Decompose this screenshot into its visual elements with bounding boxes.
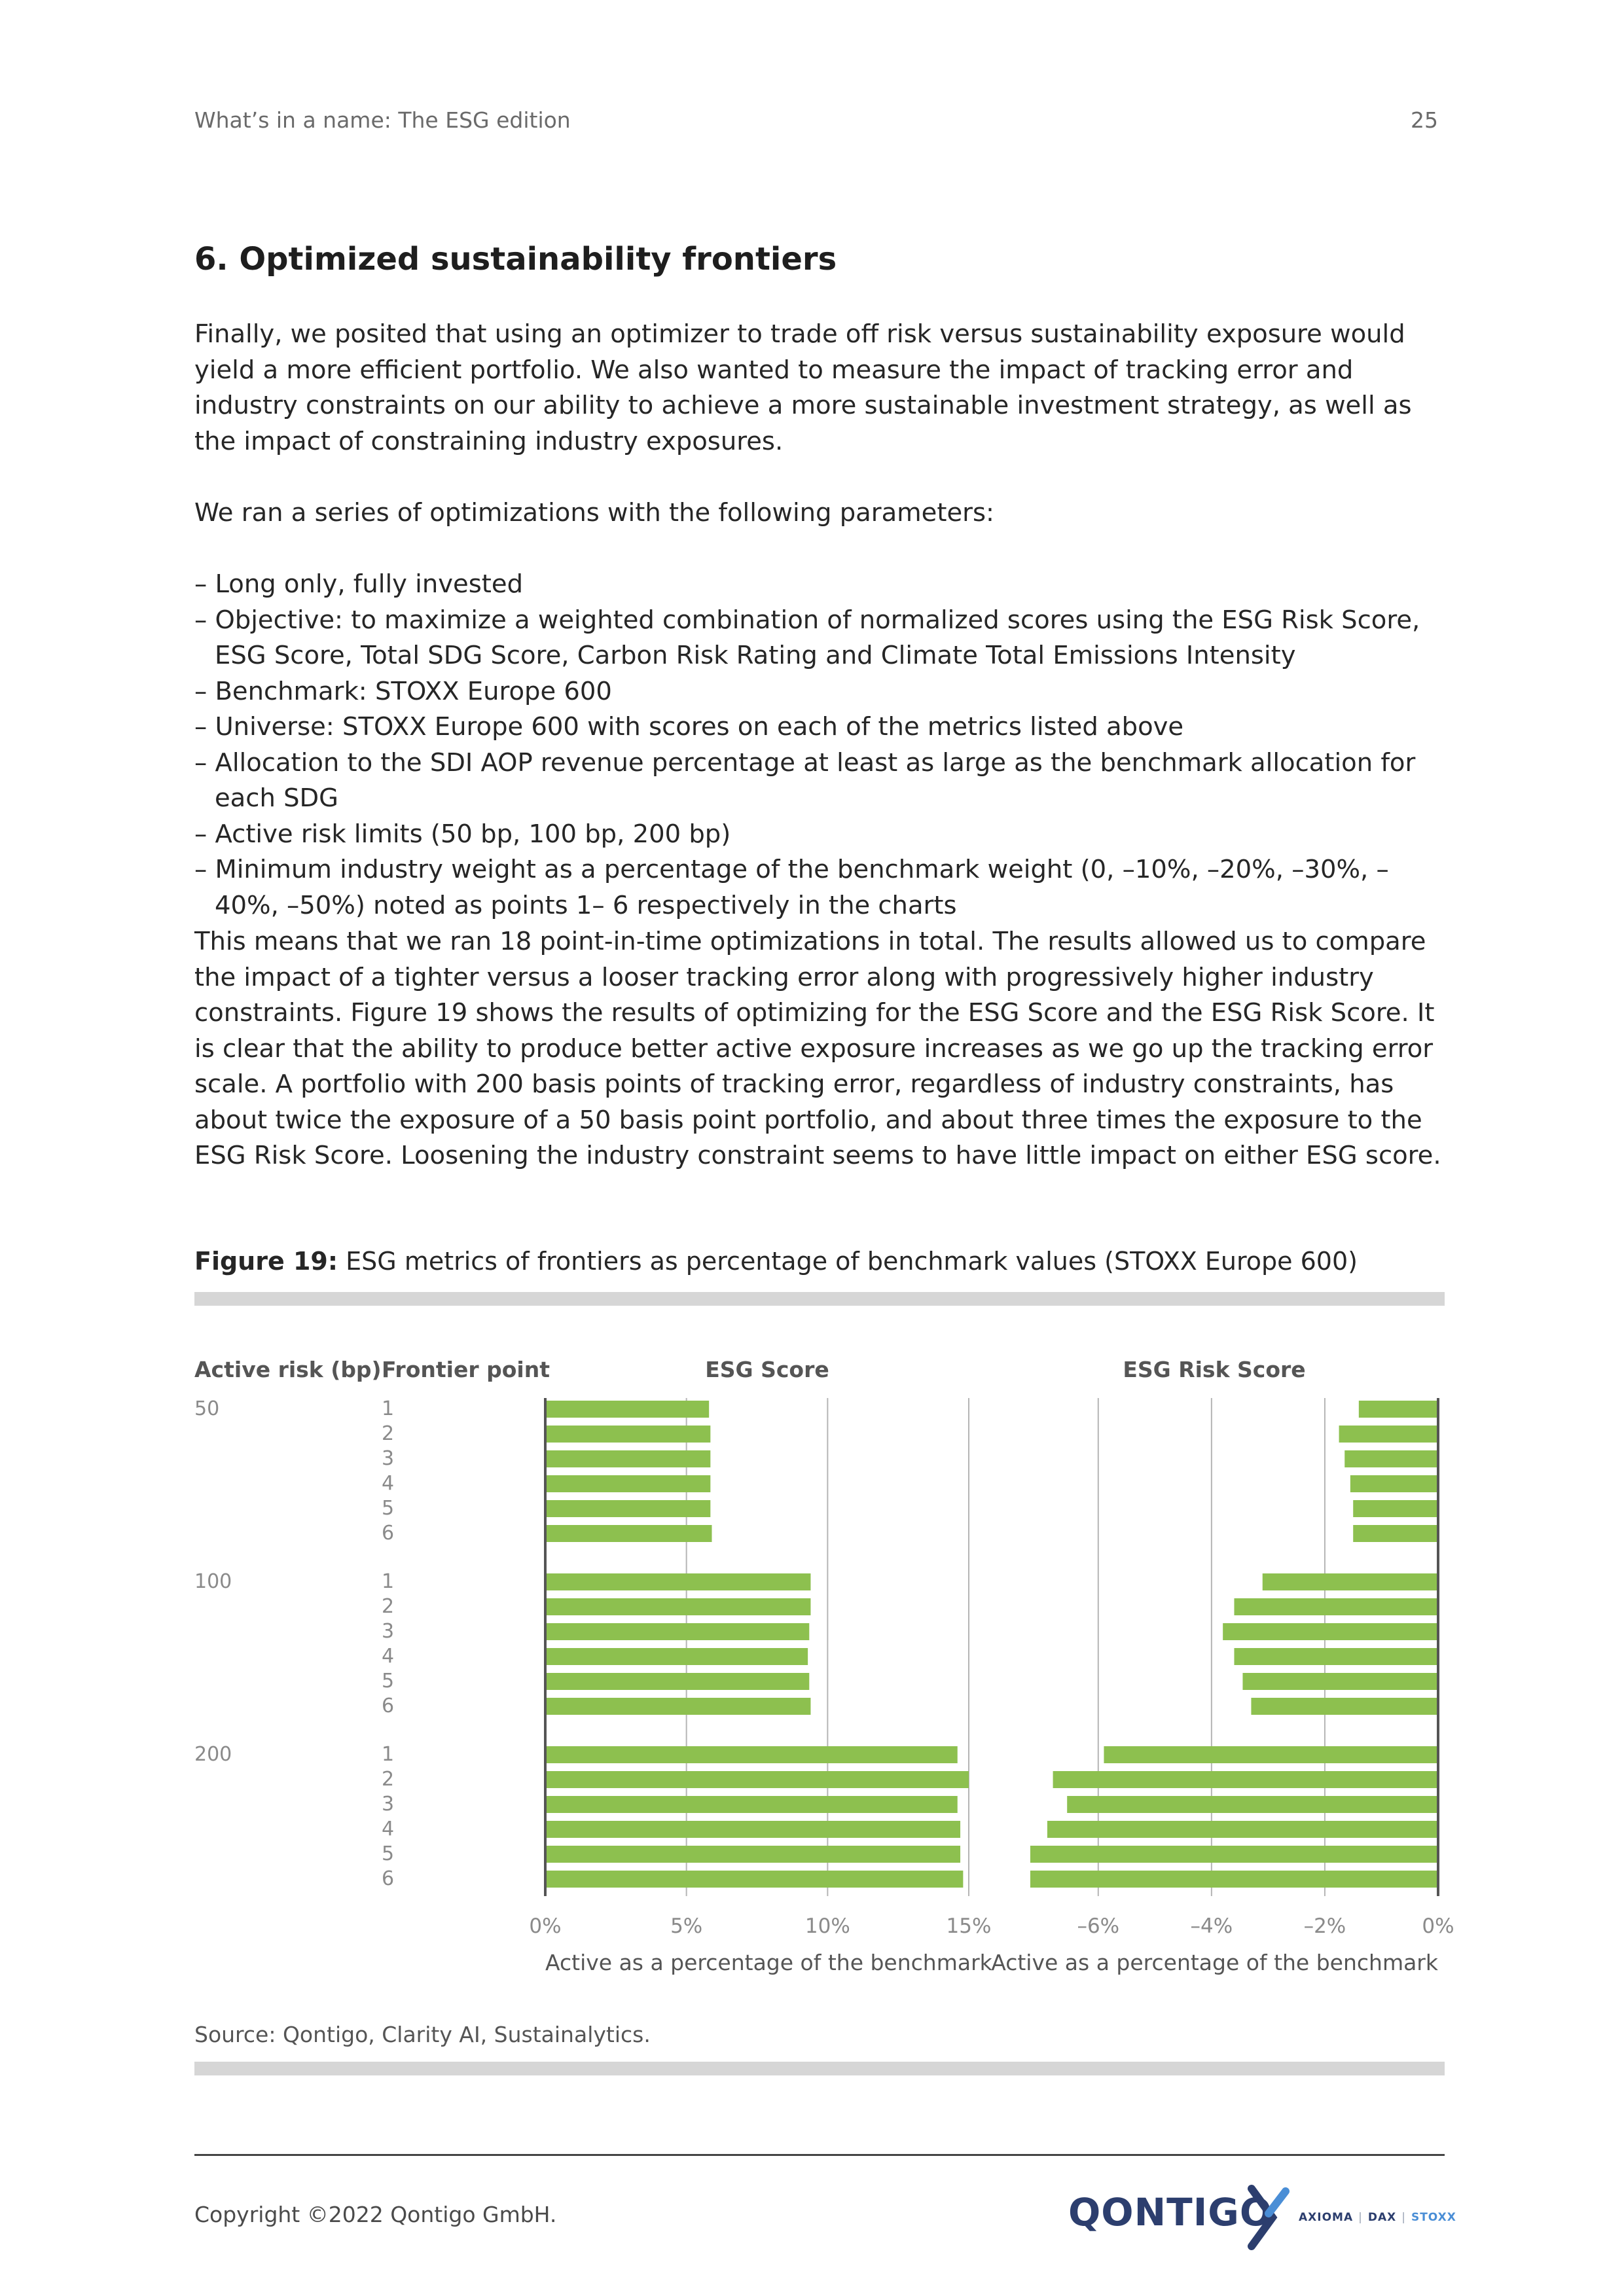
- frontier-point-label: 6: [382, 1522, 395, 1545]
- brand-axioma: AXIOMA: [1299, 2211, 1354, 2224]
- esg-risk-x-label: Active as a percentage of the benchmark: [991, 1950, 1438, 1975]
- list-item: – Objective: to maximize a weighted combination of normalized scores using the ESG Risk Score, ESG Score, Total SDG Score, Carbon Risk Rating and Climate Total Emissions Intensity: [194, 605, 1420, 670]
- frontier-point-label: 1: [382, 1397, 395, 1420]
- header-active-risk: Active risk (bp): [194, 1357, 382, 1382]
- esg-risk-score-title: ESG Risk Score: [1123, 1357, 1306, 1382]
- esg-score-bar: [545, 1871, 963, 1888]
- brand-dax: DAX: [1367, 2211, 1397, 2224]
- esg-risk-bar: [1359, 1401, 1438, 1418]
- active-risk-label: 200: [194, 1743, 232, 1766]
- section-heading: 6. Optimized sustainability frontiers: [194, 241, 837, 278]
- active-risk-label: 50: [194, 1397, 220, 1420]
- esg-score-bar: [545, 1623, 809, 1640]
- frontier-point-label: 5: [382, 1497, 395, 1520]
- list-item: – Universe: STOXX Europe 600 with scores on each of the metrics listed above: [194, 712, 1184, 742]
- figure-source: Source: Qontigo, Clarity AI, Sustainalytics.: [194, 2022, 651, 2047]
- logo-x-mark-icon: [1246, 2185, 1292, 2250]
- frontier-point-label: 2: [382, 1768, 395, 1791]
- esg-score-bar: [545, 1796, 958, 1813]
- list-item: – Benchmark: STOXX Europe 600: [194, 676, 612, 706]
- esg-score-x-label: Active as a percentage of the benchmark: [545, 1950, 992, 1975]
- logo-brands: AXIOMA | DAX | STOXX: [1299, 2211, 1456, 2224]
- esg-score-bar: [545, 1698, 810, 1715]
- running-header: [194, 107, 1438, 133]
- brand-stoxx: STOXX: [1411, 2211, 1456, 2224]
- esg-risk-bar: [1344, 1450, 1438, 1467]
- esg-score-bar: [545, 1673, 809, 1690]
- esg-risk-bar: [1223, 1623, 1438, 1640]
- esg-score-bar: [545, 1450, 710, 1467]
- frontier-point-label: 6: [382, 1695, 395, 1717]
- esg-score-tick-label: 5%: [670, 1914, 703, 1938]
- frontier-point-label: 3: [382, 1793, 395, 1816]
- frontier-point-label: 1: [382, 1743, 395, 1766]
- document-title: What’s in a name: The ESG edition: [194, 107, 571, 133]
- frontier-point-label: 3: [382, 1620, 395, 1643]
- frontier-point-label: 2: [382, 1595, 395, 1618]
- esg-risk-bar: [1350, 1475, 1438, 1492]
- frontier-point-label: 2: [382, 1422, 395, 1445]
- esg-score-bar: [545, 1648, 808, 1665]
- esg-risk-bar: [1234, 1648, 1438, 1665]
- esg-risk-bar: [1263, 1573, 1438, 1590]
- esg-risk-bar: [1353, 1525, 1438, 1542]
- list-item: – Active risk limits (50 bp, 100 bp, 200 bp): [194, 819, 731, 849]
- esg-risk-bar: [1339, 1426, 1438, 1443]
- parameter-list: [194, 567, 1445, 924]
- frontier-point-label: 4: [382, 1818, 395, 1840]
- esg-score-bar: [545, 1846, 960, 1863]
- esg-risk-bar: [1030, 1846, 1438, 1863]
- frontier-point-label: 6: [382, 1867, 395, 1890]
- esg-score-bar: [545, 1746, 958, 1763]
- frontier-point-label: 5: [382, 1670, 395, 1693]
- esg-score-bar: [545, 1821, 960, 1838]
- esg-risk-bar: [1067, 1796, 1438, 1813]
- paragraph-parameters: We ran a series of optimizations with the following parameters:: [194, 498, 994, 528]
- paragraph-intro: Finally, we posited that using an optimizer to trade off risk versus sustainability exposure would yield a more efficient portfolio. We also wanted to measure the impact of tracking error and industry constraints on our ability to achieve a more sustainable investment strategy, as well as the impact of constraining industry exposures.: [194, 319, 1412, 456]
- qontigo-logo: [1068, 2185, 1456, 2250]
- list-item: – Allocation to the SDI AOP revenue percentage at least as large as the benchmark allocation for each SDG: [194, 747, 1416, 813]
- esg-risk-bar: [1353, 1500, 1438, 1517]
- esg-risk-bar: [1251, 1698, 1438, 1715]
- figure-bottom-rule: [194, 2062, 1445, 2075]
- frontier-point-label: 5: [382, 1842, 395, 1865]
- esg-risk-bar: [1104, 1746, 1438, 1763]
- list-item: – Minimum industry weight as a percentage of the benchmark weight (0, –10%, –20%, –30%, –40%, –50%) noted as points 1– 6 respectively in the charts: [194, 855, 1389, 920]
- copyright-text: Copyright ©2022 Qontigo GmbH.: [194, 2202, 557, 2227]
- frontier-point-label: 1: [382, 1570, 395, 1593]
- esg-score-bar: [545, 1573, 810, 1590]
- esg-score-tick-label: 15%: [946, 1914, 992, 1938]
- esg-score-bar: [545, 1525, 712, 1542]
- esg-risk-bar: [1242, 1673, 1438, 1690]
- figure-label: Figure 19:: [194, 1247, 338, 1276]
- footer-rule: [194, 2154, 1445, 2156]
- esg-score-title: ESG Score: [705, 1357, 829, 1382]
- esg-risk-bar: [1234, 1598, 1438, 1615]
- esg-risk-bar: [1030, 1871, 1438, 1888]
- logo-wordmark: QONTIGO: [1068, 2190, 1273, 2234]
- esg-score-bar: [545, 1426, 710, 1443]
- header-frontier-point: Frontier point: [382, 1357, 550, 1382]
- esg-score-bar: [545, 1500, 710, 1517]
- active-risk-label: 100: [194, 1570, 232, 1593]
- figure-caption-text: ESG metrics of frontiers as percentage of benchmark values (STOXX Europe 600): [346, 1247, 1358, 1276]
- frontier-point-label: 4: [382, 1472, 395, 1495]
- figure-top-rule: [194, 1292, 1445, 1306]
- esg-score-tick-label: 10%: [804, 1914, 850, 1938]
- esg-score-bar: [545, 1771, 969, 1788]
- frontier-point-label: 3: [382, 1447, 395, 1470]
- esg-score-bar: [545, 1401, 709, 1418]
- page-number: 25: [1411, 107, 1438, 133]
- esg-risk-bar: [1047, 1821, 1438, 1838]
- paragraph-results: This means that we ran 18 point-in-time optimizations in total. The results allowed us to compare the impact of a tighter versus a looser tracking error along with progressively higher industry constraints. Figure 19 shows the results of optimizing for the ESG Score and the ESG Risk Score. It is clear that the ability to produce better active exposure increases as we go up the tracking error scale. A portfolio with 200 basis points of tracking error, regardless of industry constraints, has about twice the exposure of a 50 basis point portfolio, and about three times the exposure to the ESG Risk Score. Loosening the industry constraint seems to have little impact on either ESG score.: [194, 927, 1441, 1170]
- list-item: – Long only, fully invested: [194, 569, 524, 599]
- esg-risk-tick-label: –4%: [1190, 1914, 1233, 1938]
- esg-score-bar: [545, 1475, 710, 1492]
- figure-caption: [194, 1247, 1358, 1276]
- esg-risk-tick-label: –2%: [1303, 1914, 1346, 1938]
- esg-risk-tick-label: 0%: [1422, 1914, 1454, 1938]
- esg-risk-bar: [1053, 1771, 1438, 1788]
- esg-risk-tick-label: –6%: [1077, 1914, 1120, 1938]
- esg-score-tick-label: 0%: [529, 1914, 562, 1938]
- frontier-point-label: 4: [382, 1645, 395, 1668]
- esg-score-bar: [545, 1598, 810, 1615]
